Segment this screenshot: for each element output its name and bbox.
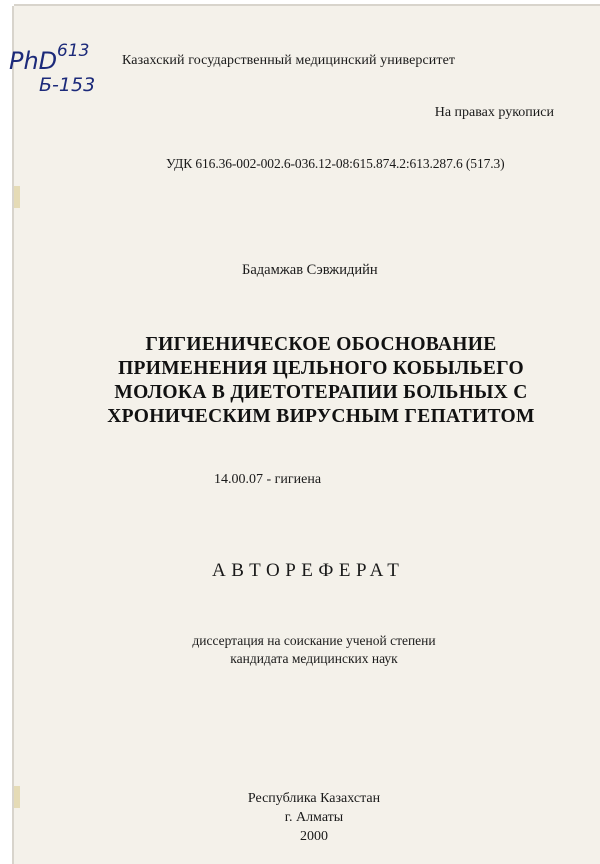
title-line: ГИГИЕНИЧЕСКОЕ ОБОСНОВАНИЕ xyxy=(145,334,497,355)
university-name: Казахский государственный медицинский университет xyxy=(122,53,456,68)
degree-line: диссертация на соискание ученой степени xyxy=(192,633,436,648)
document-type: АВТОРЕФЕРАТ xyxy=(212,560,405,581)
degree-description xyxy=(134,632,494,668)
handwritten-library-mark xyxy=(9,41,107,97)
paper-edge-mark xyxy=(14,186,20,208)
specialty-code: 14.00.07 - гигиена xyxy=(214,472,322,487)
degree-line: кандидата медицинских наук xyxy=(230,651,398,666)
title-line: ХРОНИЧЕСКИМ ВИРУСНЫМ ГЕПАТИТОМ xyxy=(107,406,535,427)
title-line: ПРИМЕНЕНИЯ ЦЕЛЬНОГО КОБЫЛЬЕГО xyxy=(118,358,524,379)
udk-code: УДК 616.36-002-002.6-036.12-08:615.874.2:613.287.6 (517.3) xyxy=(166,156,505,171)
handwritten-line1: PhD xyxy=(9,47,58,75)
handwritten-line2: Б-153 xyxy=(39,74,96,96)
country: Республика Казахстан xyxy=(247,791,381,806)
handwritten-mark-svg xyxy=(9,41,107,97)
city: г. Алматы xyxy=(284,810,344,825)
year: 2000 xyxy=(300,829,328,844)
publication-place xyxy=(174,789,454,846)
title-line: МОЛОКА В ДИЕТОТЕРАПИИ БОЛЬНЫХ С xyxy=(114,382,528,403)
rights-note: На правах рукописи xyxy=(434,105,554,120)
paper-edge-mark xyxy=(14,786,20,808)
dissertation-title xyxy=(86,333,556,429)
handwritten-line1-sup: 613 xyxy=(57,41,90,61)
author-name: Бадамжав Сэвжидийн xyxy=(242,262,378,278)
document-page xyxy=(9,6,600,864)
